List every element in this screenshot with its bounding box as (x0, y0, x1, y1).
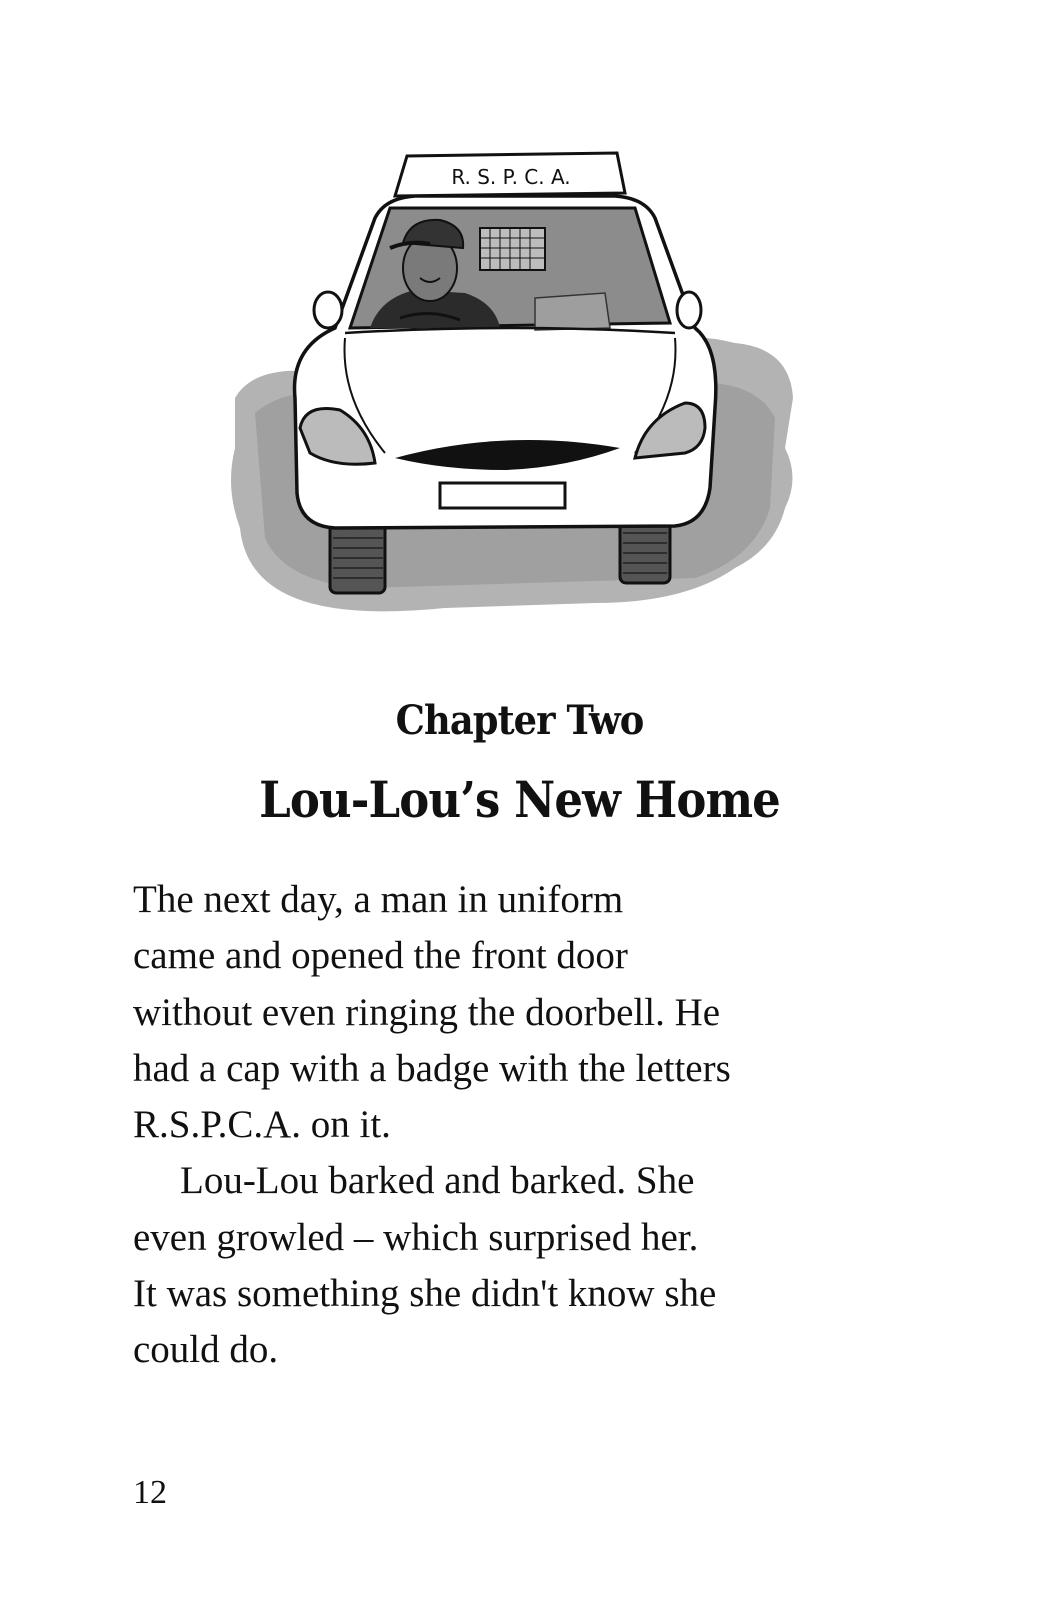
paragraph (133, 872, 913, 1153)
rspca-van-illustration (215, 148, 805, 633)
text-line: Lou-Lou barked and barked. She (180, 1159, 695, 1203)
text-line: could do. (133, 1328, 279, 1372)
text-line: R.S.P.C.A. on it. (133, 1103, 391, 1147)
text-line: without even ringing the doorbell. He (133, 990, 721, 1034)
chapter-number: Chapter Two (395, 697, 644, 744)
page-number: 12 (133, 1474, 167, 1511)
text-line: The next day, a man in uniform (133, 878, 624, 921)
body-text (133, 872, 913, 1379)
svg-text:R. S. P. C. A.: R. S. P. C. A. (451, 165, 571, 189)
paragraph (133, 1153, 913, 1378)
text-line: even growled – which surprised her. (133, 1215, 699, 1259)
text-line: had a cap with a badge with the letters (133, 1046, 731, 1090)
chapter-title: Lou-Lou’s New Home (259, 770, 780, 829)
text-line: It was something she didn't know she (133, 1272, 717, 1316)
text-line: came and opened the front door (133, 934, 628, 978)
